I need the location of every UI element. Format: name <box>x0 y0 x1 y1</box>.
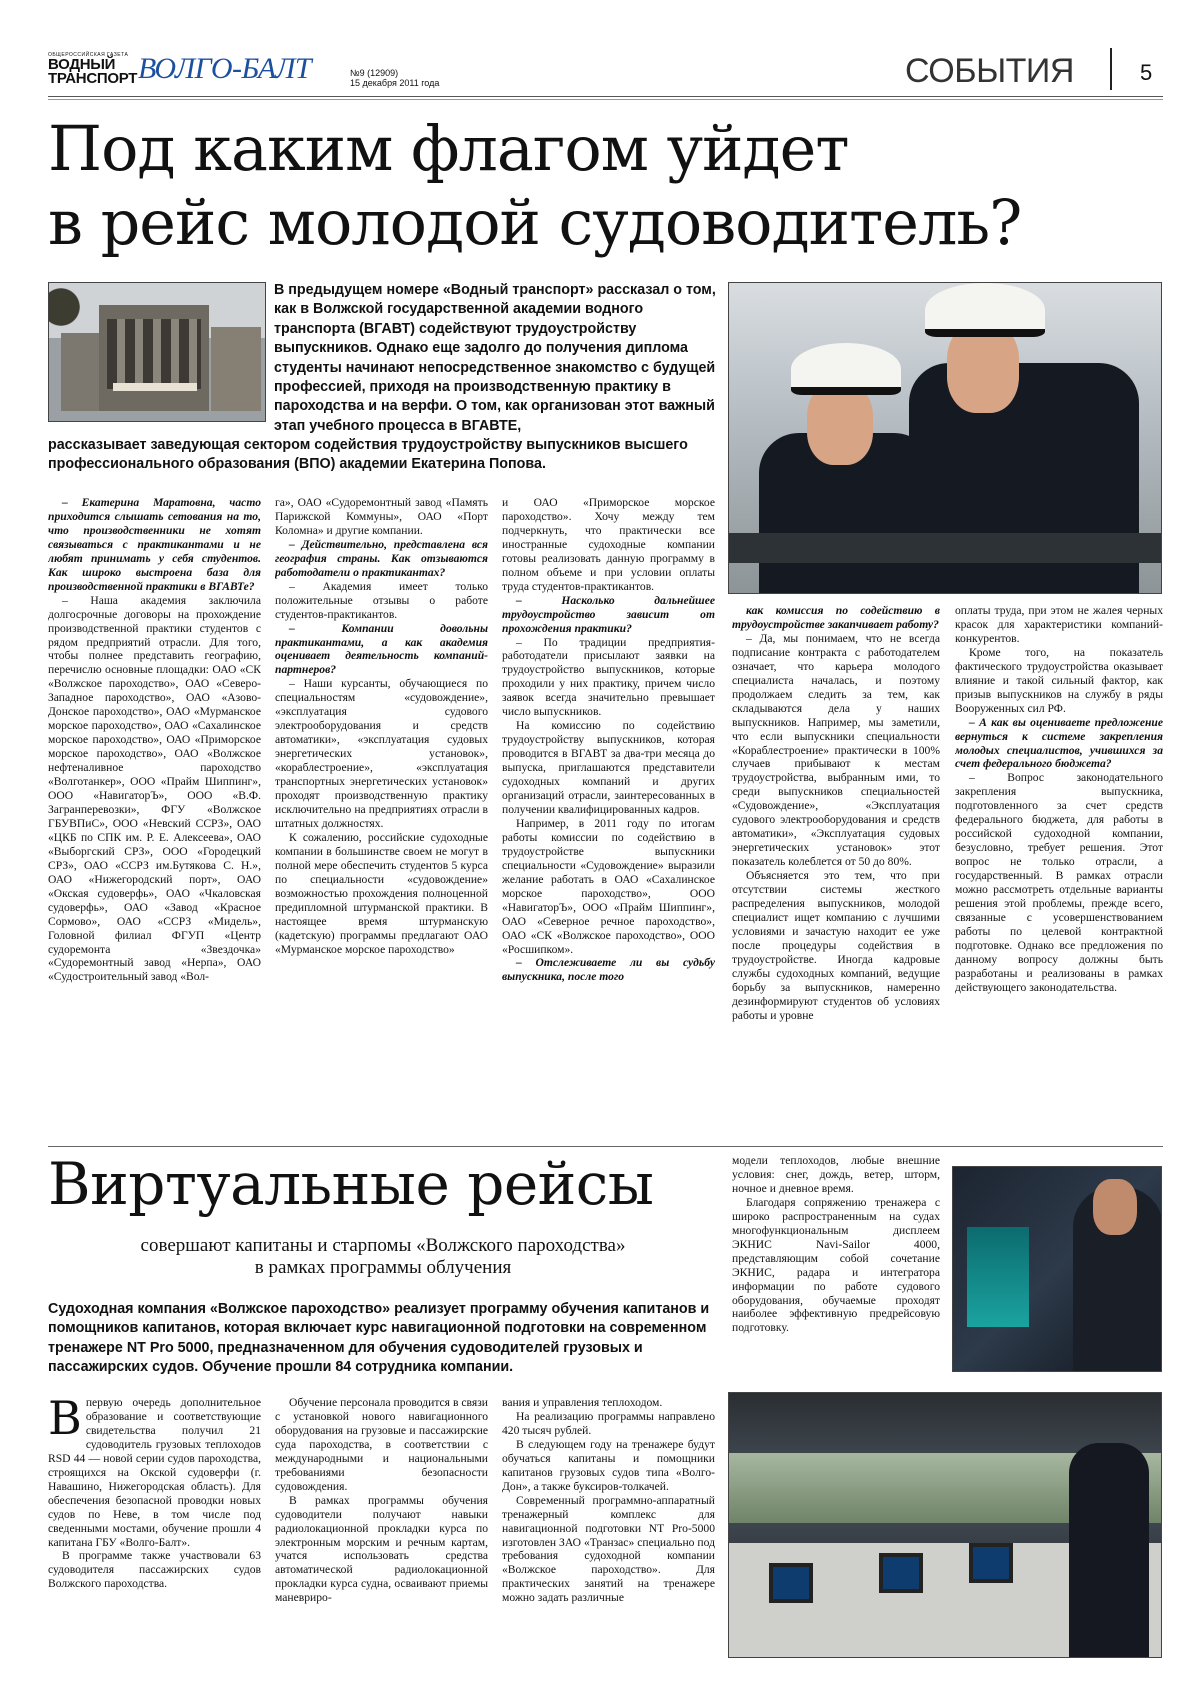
interview-question: – А как вы оцениваете предложение вернуться к системе закрепления молодых специалистов, учившихся за счет федерального бюджета? <box>955 715 1163 771</box>
cadets-photo <box>728 282 1162 594</box>
paragraph: – Наша академия заключила долгосрочные договоры на прохождение производственной практики студентов с рядом предприятий отрасли. Для того, чтобы полнее представить географию, перечислю основные площадки: ОАО «СК «Волжское пароходство», ОАО «Северо-Западное пароходство», ОАО «Азово-Донское пароходство», ОАО «Мурманское морское пароходство», ОАО «Сахалинское морское пароходство», ОАО «Приморское морское пароходство», ОАО «Волжское нефтеналивное пароходство «Волготанкер», ООО «Прайм Шиппинг», ООО «НавигаторЪ», ООО «В.Ф. Загранперевозки», ФГУ «Волжское ГБУВПиС», ООО «Невский ССРЗ», ОАО «ЦКБ по СПК им. Р. Е. Алексеева», ОАО «Выборгский СРЗ», ООО «Городецкий СРЗ», ОАО «ССРЗ им.Бутякова С. Н.», ОАО «Нижегородский порт», ОАО «Окская судоверфь», ОАО «Чкаловская судоверфь», ОАО «Завод «Красное Сормово», ОАО «ССРЗ «Мидель», Головной филиал ФГУП «Центр судоремонта «Звездочка» «Судоремонтный завод «Нерпа», ОАО «Судостроительный завод «Вол- <box>48 593 261 984</box>
headline-line-1: Под каким флагом уйдет <box>48 112 849 185</box>
article2-column-1 <box>48 1396 261 1660</box>
article1-lead-continued: рассказывает заведующая сектором содействия трудоустройству выпускников высшего профессионального образования (ВПО) академии Екатерина Попова. <box>48 437 688 473</box>
article2-column-1-rest <box>48 1549 261 1591</box>
academy-building-photo <box>48 282 266 422</box>
drop-cap: В <box>48 1396 82 1445</box>
header-rule <box>48 96 1163 97</box>
captain-figure <box>1069 1443 1149 1658</box>
masthead-divider <box>1110 48 1112 90</box>
paragraph: Обучение персонала проводится в связи с установкой нового навигационного оборудования на грузовые и пассажирские суда пароходства, в соответствии с международными и национальными требованиями безопасности судовождения. <box>275 1396 488 1493</box>
paragraph: оплаты труда, при этом не жалея черных красок для характеристики компаний-конкурентов. <box>955 604 1163 645</box>
paragraph: Кроме того, на показатель фактического трудоустройства оказывает влияние и такой сильный фактор, как призыв выпускников на службу в ряды Вооруженных сил РФ. <box>955 645 1163 715</box>
paragraph: В рамках программы обучения судоводители получают навыки радиолокационной прокладки курса по электронным морским и речным картам, учатся использовать средства автоматической радиолокационной прокладки курса судна, осваивают приемы маневриро- <box>275 1493 488 1605</box>
article2-subheadline <box>48 1235 718 1279</box>
simulator-instructor-photo <box>952 1166 1162 1372</box>
paragraph: Благодаря сопряжению тренажера с широко распространенным на судах многофункциональным дисплеем ЭКНИС Navi-Sailor 4000, представляющим собой сочетание ЭКНИС, радара и интегратора информации по работе судового оборудования, обучаемые проходят наиболее эффективную предрейсовую подготовку. <box>732 1195 940 1335</box>
interview-question: – Действительно, представлена вся география страны. Как отзываются работодатели о практикантах? <box>275 537 488 579</box>
article2-first-paragraph <box>48 1396 261 1549</box>
console-monitor <box>879 1553 923 1593</box>
cadet-left-face <box>807 383 873 465</box>
issue-number: №9 (12909) <box>350 68 399 78</box>
paragraph: В программе также участвовали 63 судоводителя пассажирских судов Волжского пароходства. <box>48 1549 261 1591</box>
interview-question: – Насколько дальнейшее трудоустройство зависит от прохождения практики? <box>502 593 715 635</box>
brand-regional-title: ВОЛГО-БАЛТ <box>138 52 312 85</box>
ship-railing <box>729 533 1162 563</box>
paragraph: – Да, мы понимаем, что не всегда подписание контракта с работодателем означает, что карьера молодого специалиста началась, и поэтому продолжаем следить за тем, как складываются дела у наших выпускников. Например, мы заметили, что если выпускники специальности «Кораблестроение» практически в 100% случаев прибывают к местам трудоустройства, выбранным ими, то среди выпускников специальностей «Судовождение», «Эксплуатация судового электрооборудования и средств автоматики», «Эксплуатация судовых энергетических установок» этот показатель колеблется от 50 до 80%. <box>732 631 940 869</box>
bridge-simulator-photo <box>728 1392 1162 1658</box>
interview-question: – Екатерина Маратовна, часто приходится слышать сетования на то, что производственники не хотят связываться с практикантами и не любят принимать у себя студентов. Как широко выстроена база для производственной практики в ВГАВТе? <box>48 496 261 593</box>
interview-question: как комиссия по содействию в трудоустройстве закапчивает работу? <box>732 604 940 631</box>
paragraph: и ОАО «Приморское морское пароходство». Хочу между тем подчеркнуть, что практически все иностранные судоходные компании готовы реализовать данную программу в полном объеме и при условии оплаты труда студентов-практикантов. <box>502 496 715 593</box>
headline-line-2: в рейс молодой судоводитель? <box>48 186 1022 259</box>
cadet-left-cap <box>791 343 901 395</box>
interview-question: – Отслеживаете ли вы судьбу выпускника, после того <box>502 956 715 984</box>
subheadline-line-1: совершают капитаны и старпомы «Волжского пароходства» <box>140 1235 626 1256</box>
paragraph: вания и управления теплоходом. <box>502 1396 663 1409</box>
officer-head <box>1093 1179 1137 1235</box>
console-monitor <box>969 1543 1013 1583</box>
first-paragraph-text: первую очередь дополнительное образование и соответствующие свидетельства получил 21 судоводитель грузовых теплоходов RSD 44 — новой серии судов пароходства, строящихся на Окской судоверфи (г. Навашино, Нижегородская область). Для обеспечения безопасной проводки новых судов по Неве, в том числе под сведенными мостами, обучение прошли 4 капитана ГБУ «Волго-Балт». <box>48 1396 261 1549</box>
building-wing-right <box>211 327 261 411</box>
paragraph: – По традиции предприятия-работодатели присылают заявки на трудоустройство выпускников, которые проходили у них практику, причем число заявок всегда значительно превышает число выпускников. <box>502 635 715 719</box>
paragraph: Например, в 2011 году по итогам работы комиссии по содействию в трудоустройстве выпускники специальности «Судовождение» выразили желание работать в ОАО «Сахалинское морское пароходство», ООО «НавигаторЪ», ООО «Прайм Шиппинг», ОАО «Северное речное пароходство», ОАО «СК «Волжское пароходство», ООО «Росшипком». <box>502 816 715 956</box>
article1-column-2 <box>275 496 488 1138</box>
article2-column-2 <box>275 1396 488 1660</box>
article2-column-right <box>732 1154 940 1388</box>
console-monitor <box>769 1563 813 1603</box>
paragraph: га», ОАО «Судоремонтный завод «Память Парижской Коммуны», ОАО «Порт Коломна» и другие компании. <box>275 496 488 537</box>
cadet-right-cap <box>925 283 1045 337</box>
paragraph: – Наши курсанты, обучающиеся по специальностям «судовождение», «эксплуатация судового электрооборудования и средств автоматики», «эксплуатация судовых энергетических установок», «кораблестроение», «эксплуатация транспортных энергетических установок» проходят производственную практику исключительно на предприятиях отрасли в штатных должностях. <box>275 677 488 830</box>
building-banner <box>113 383 197 391</box>
issue-info <box>350 68 439 88</box>
interview-question: – Компании довольны практикантами, а как академия оценивает деятельность компаний-партнеров? <box>275 621 488 677</box>
article1-column-4 <box>732 604 940 1138</box>
brand-line-1: ВОДНЫЙ <box>48 56 116 73</box>
paragraph: Объясняется это тем, что при отсутствии системы жесткого распределения выпускников, молодой специалист ищет компанию с лучшими условиями и зачастую находит ее уже после процедуры содействия в трудоустройстве. Иногда кадровые службы судоходных компаний, ведущие борьбу за выпускников, намеренно дезинформируют студентов об условиях работы и уровне <box>732 869 940 1022</box>
article1-lead: В предыдущем номере «Водный транспорт» рассказал о том, как в Волжской государственной академии водного транспорта (ВГАВТ) содействуют трудоустройству выпускников. Однако еще задолго до получения диплома студенты начинают непосредственное знакомство с будущей профессией, приходя на производственную практику в пароходства и на верфи. О том, как организован этот важный этап учебного процесса в ВГАВТЕ, <box>274 282 716 434</box>
issue-date: 15 декабря 2011 года <box>350 78 440 88</box>
article-divider <box>48 1146 1163 1147</box>
paragraph: – Вопрос законодательного закрепления выпускника, подготовленного за счет средств федерального бюджета, для работы в российской судоходной компании, безусловно, требует решения. Этот вопрос не только отрасли, а государственный. В рамках отрасли можно рассмотреть отдельные варианты решения этой проблемы, прежде всего, связанные с усовершенствованием работы по целевой контрактной подготовке. Однако все предложения по данному вопросу должны быть разработаны и реализованы в рамках действующего законодательства. <box>955 771 1163 994</box>
header-rule-thin <box>48 99 1163 100</box>
building-wing-left <box>61 333 99 411</box>
article2-column-3 <box>502 1396 715 1660</box>
article1-headline <box>48 112 1158 260</box>
radar-screen <box>967 1227 1029 1327</box>
paragraph: К сожалению, российские судоходные компании в большинстве своем не могут в полной мере обеспечить студентов 5 курса по специальности «судовождение» возможностью прохождения полноценной предипломной штурманской практики. В настоящее время штурманскую (кадетскую) программы предлагают ОАО «Мурманское морское пароходство» <box>275 830 488 956</box>
paragraph: На комиссию по содействию трудоустройству выпускников, которая проводится в ВГАВТ за два-три месяца до выпуска, приглашаются представители судоходных компаний и других организаций отрасли, заинтересованных в получении квалифицированных кадров. <box>502 719 715 816</box>
paragraph: На реализацию программы направлено 420 тысяч рублей. <box>502 1409 715 1437</box>
brand-line-2: ТРАНСПОРТ <box>48 70 138 87</box>
paragraph: В следующем году на тренажере будут обучаться капитаны и помощники капитанов грузовых судов типа «Волго-Дон», а также буксиров-толкачей. <box>502 1437 715 1493</box>
article1-column-3 <box>502 496 715 1138</box>
building-main <box>99 305 209 411</box>
section-title: СОБЫТИЯ <box>905 52 1074 90</box>
brand-logo-vodny-transport <box>48 52 137 86</box>
paragraph: Современный программно-аппаратный тренажерный комплекс для навигационной подготовки NT Pro-5000 изготовлен ЗАО «Транзас» специально под требования судоходной компании «Волжское пароходство». Для практических занятий на тренажере можно задать различные <box>502 1493 715 1605</box>
subheadline-line-2: в рамках программы облучения <box>254 1257 512 1278</box>
page-number: 5 <box>1140 60 1153 85</box>
brand-tagline: ОБЩЕРОССИЙСКАЯ ГАЗЕТА <box>48 52 129 58</box>
article2-headline: Виртуальные рейсы <box>48 1150 654 1218</box>
article2-lead: Судоходная компания «Волжское пароходство» реализует программу обучения капитанов и помощников капитанов, которая включает курс навигационной подготовки на современном тренажере NT Pro 5000, предназначенном для обучения судоводителей грузовых и пассажирских судов. Обучение прошли 84 сотрудника компании. <box>48 1301 710 1376</box>
article1-column-5 <box>955 604 1163 1138</box>
article1-column-1 <box>48 496 261 1138</box>
paragraph: модели теплоходов, любые внешние условия: снег, дождь, ветер, шторм, ночное и дневное время. <box>732 1154 940 1195</box>
paragraph: – Академия имеет только положительные отзывы о работе студентов-практикантов. <box>275 579 488 621</box>
